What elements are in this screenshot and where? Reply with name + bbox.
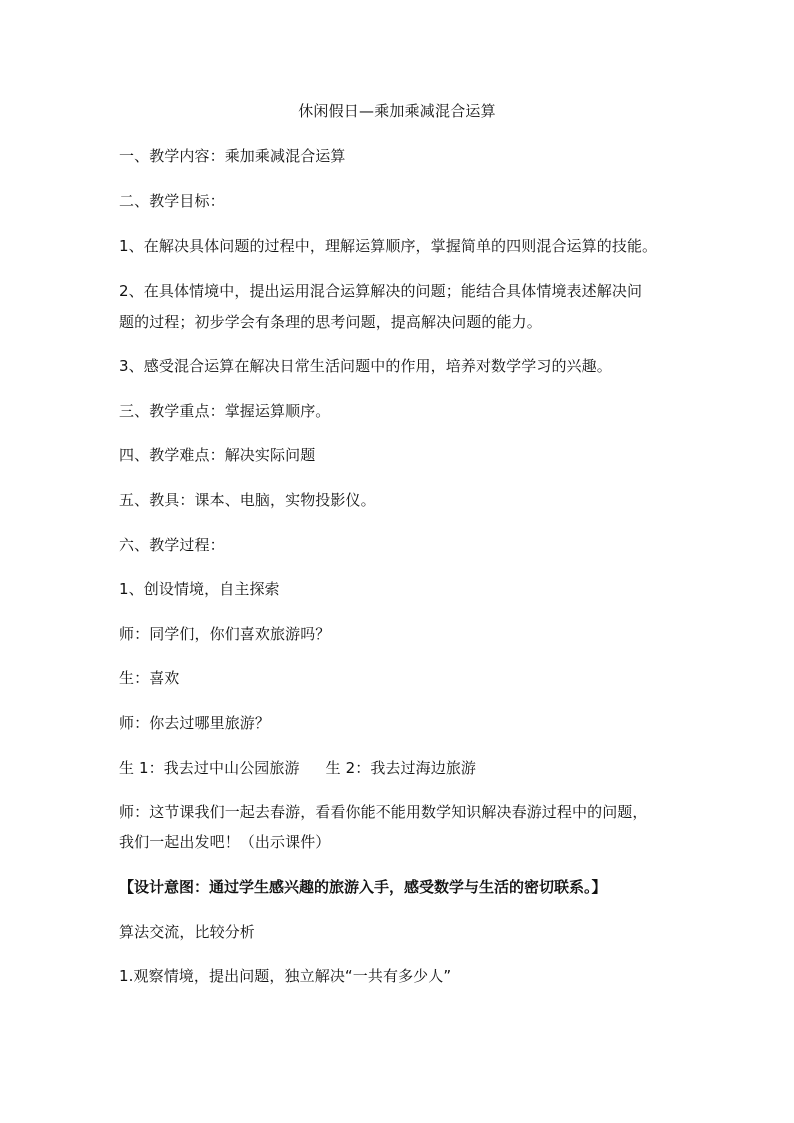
goal-2-line-2: 题的过程；初步学会有条理的思考问题，提高解决问题的能力。 — [119, 313, 542, 331]
dialogue-teacher-3-line-1: 师：这节课我们一起去春游，看看你能不能用数学知识解决春游过程中的问题， — [119, 803, 648, 821]
design-intent-note: 【设计意图：通过学生感兴趣的旅游入手，感受数学与生活的密切联系。】 — [119, 878, 607, 896]
dialogue-student-a: 生 1：我去过中山公园旅游 — [119, 759, 300, 777]
step-create-situation: 1、创设情境，自主探索 — [119, 580, 280, 598]
step-observe-situation: 1.观察情境，提出问题，独立解决“一共有多少人” — [119, 967, 452, 985]
dialogue-teacher-3-line-2: 我们一起出发吧！（出示课件） — [119, 833, 331, 851]
document-title: 休闲假日—乘加乘减混合运算 — [298, 102, 496, 120]
dialogue-student-1: 生：喜欢 — [119, 669, 180, 687]
goal-3: 3、感受混合运算在解决日常生活问题中的作用，培养对数学学习的兴趣。 — [119, 357, 612, 375]
dialogue-student-b: 生 2：我去过海边旅游 — [325, 759, 477, 777]
section-teaching-process: 六、教学过程： — [119, 536, 225, 554]
section-key-points: 三、教学重点：掌握运算顺序。 — [119, 402, 331, 420]
section-difficulties: 四、教学难点：解决实际问题 — [119, 446, 316, 464]
goal-2-line-1: 2、在具体情境中，提出运用混合运算解决的问题；能结合具体情境表述解决问 — [119, 282, 643, 300]
section-teaching-content: 一、教学内容：乘加乘减混合运算 — [119, 147, 346, 165]
goal-1: 1、在解决具体问题的过程中，理解运算顺序，掌握简单的四则混合运算的技能。 — [119, 237, 658, 255]
dialogue-teacher-1: 师：同学们，你们喜欢旅游吗？ — [119, 625, 331, 643]
step-algorithm-exchange: 算法交流，比较分析 — [119, 923, 255, 941]
dialogue-students-answers — [119, 757, 476, 779]
section-teaching-goals: 二、教学目标： — [119, 192, 225, 210]
section-teaching-aids: 五、教具：课本、电脑，实物投影仪。 — [119, 491, 376, 509]
dialogue-teacher-2: 师：你去过哪里旅游？ — [119, 714, 271, 732]
